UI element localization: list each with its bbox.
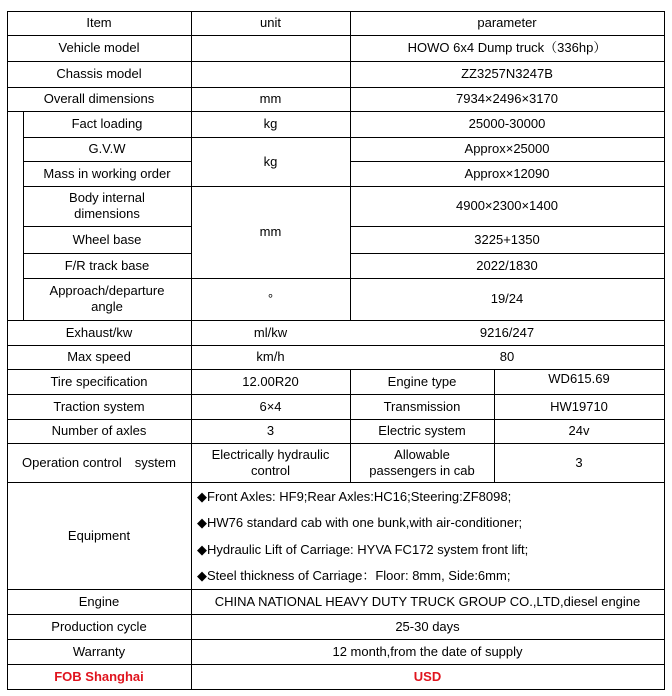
row-value: Approx×25000 <box>464 141 550 156</box>
equipment-item: ◆Hydraulic Lift of Carriage: HYVA FC172 system front lift; <box>197 542 529 557</box>
row-value: HOWO 6x4 Dump truck（336hp） <box>407 40 607 55</box>
row-label: Tire specification <box>50 373 148 389</box>
row-label: Wheel base <box>72 231 142 247</box>
row-label: Production cycle <box>51 618 147 634</box>
row-value-2: 24v <box>568 423 590 438</box>
price-value: USD <box>413 668 442 684</box>
row-value-2: 3 <box>575 454 583 470</box>
row-label: Chassis model <box>56 66 142 81</box>
row-label: F/R track base <box>64 257 150 273</box>
header-item: Item <box>86 15 112 30</box>
row-value: 19/24 <box>490 291 524 306</box>
row-label: Body internal dimensions <box>69 190 145 221</box>
row-unit: ml/kw <box>253 324 288 340</box>
equipment-item: ◆HW76 standard cab with one bunk,with air-conditioner; <box>197 515 523 530</box>
row-value: 12 month,from the date of supply <box>332 643 523 659</box>
row-value: 3 <box>266 423 275 438</box>
row-value: 25-30 days <box>395 618 460 634</box>
row-label-2: Allowable passengers in cab <box>369 446 475 478</box>
row-value: 2022/1830 <box>476 257 538 273</box>
row-label: Engine <box>78 593 120 609</box>
row-unit: mm <box>259 91 282 106</box>
row-unit: ° <box>267 291 274 306</box>
row-unit <box>191 61 350 87</box>
row-value: 3225+1350 <box>474 231 540 247</box>
row-label: Mass in working order <box>43 165 171 181</box>
merged-unit-mm: mm <box>259 224 282 239</box>
row-value-2: HW19710 <box>550 398 608 414</box>
row-value: Electrically hydraulic control <box>211 446 330 478</box>
row-value: 7934×2496×3170 <box>456 91 558 106</box>
row-label: Traction system <box>53 398 145 414</box>
merged-unit-kg: kg <box>263 153 278 169</box>
row-unit: km/h <box>256 349 285 364</box>
price-label: FOB Shanghai <box>54 668 144 684</box>
row-value: 12.00R20 <box>242 373 299 389</box>
row-label-2: Engine type <box>387 373 457 389</box>
row-label: Operation control system <box>22 454 176 470</box>
equipment-item: ◆Steel thickness of Carriage：Floor: 8mm, Side:6mm; <box>197 568 511 583</box>
row-value-2: WD615.69 <box>548 371 610 386</box>
row-label: G.V.W <box>88 141 126 156</box>
row-unit: kg <box>263 116 278 131</box>
row-value: ZZ3257N3247B <box>461 66 553 81</box>
row-label-2: Electric system <box>378 423 466 438</box>
row-value: Approx×12090 <box>464 165 550 181</box>
equipment-item: ◆Front Axles: HF9;Rear Axles:HC16;Steering:ZF8098; <box>197 489 512 504</box>
equipment-label: Equipment <box>67 527 131 543</box>
row-unit <box>191 35 350 61</box>
row-label: Max speed <box>67 349 131 364</box>
row-label: Number of axles <box>51 423 147 438</box>
row-value: 25000-30000 <box>468 116 546 131</box>
row-value: CHINA NATIONAL HEAVY DUTY TRUCK GROUP CO.,LTD,diesel engine <box>214 593 641 609</box>
row-label: Exhaust/kw <box>65 324 133 340</box>
row-label-2: Transmission <box>383 398 461 414</box>
row-label: Overall dimensions <box>43 91 155 106</box>
row-label: Approach/departure angle <box>49 283 165 314</box>
row-label: Fact loading <box>71 116 143 131</box>
row-value: 6×4 <box>259 398 282 414</box>
header-unit: unit <box>260 15 281 30</box>
row-value: 80 <box>499 349 515 364</box>
row-value: 4900×2300×1400 <box>456 198 558 213</box>
row-value: 9216/247 <box>479 324 535 340</box>
row-label: Warranty <box>72 643 126 659</box>
row-label: Vehicle model <box>58 40 140 55</box>
header-parameter: parameter <box>477 15 537 30</box>
